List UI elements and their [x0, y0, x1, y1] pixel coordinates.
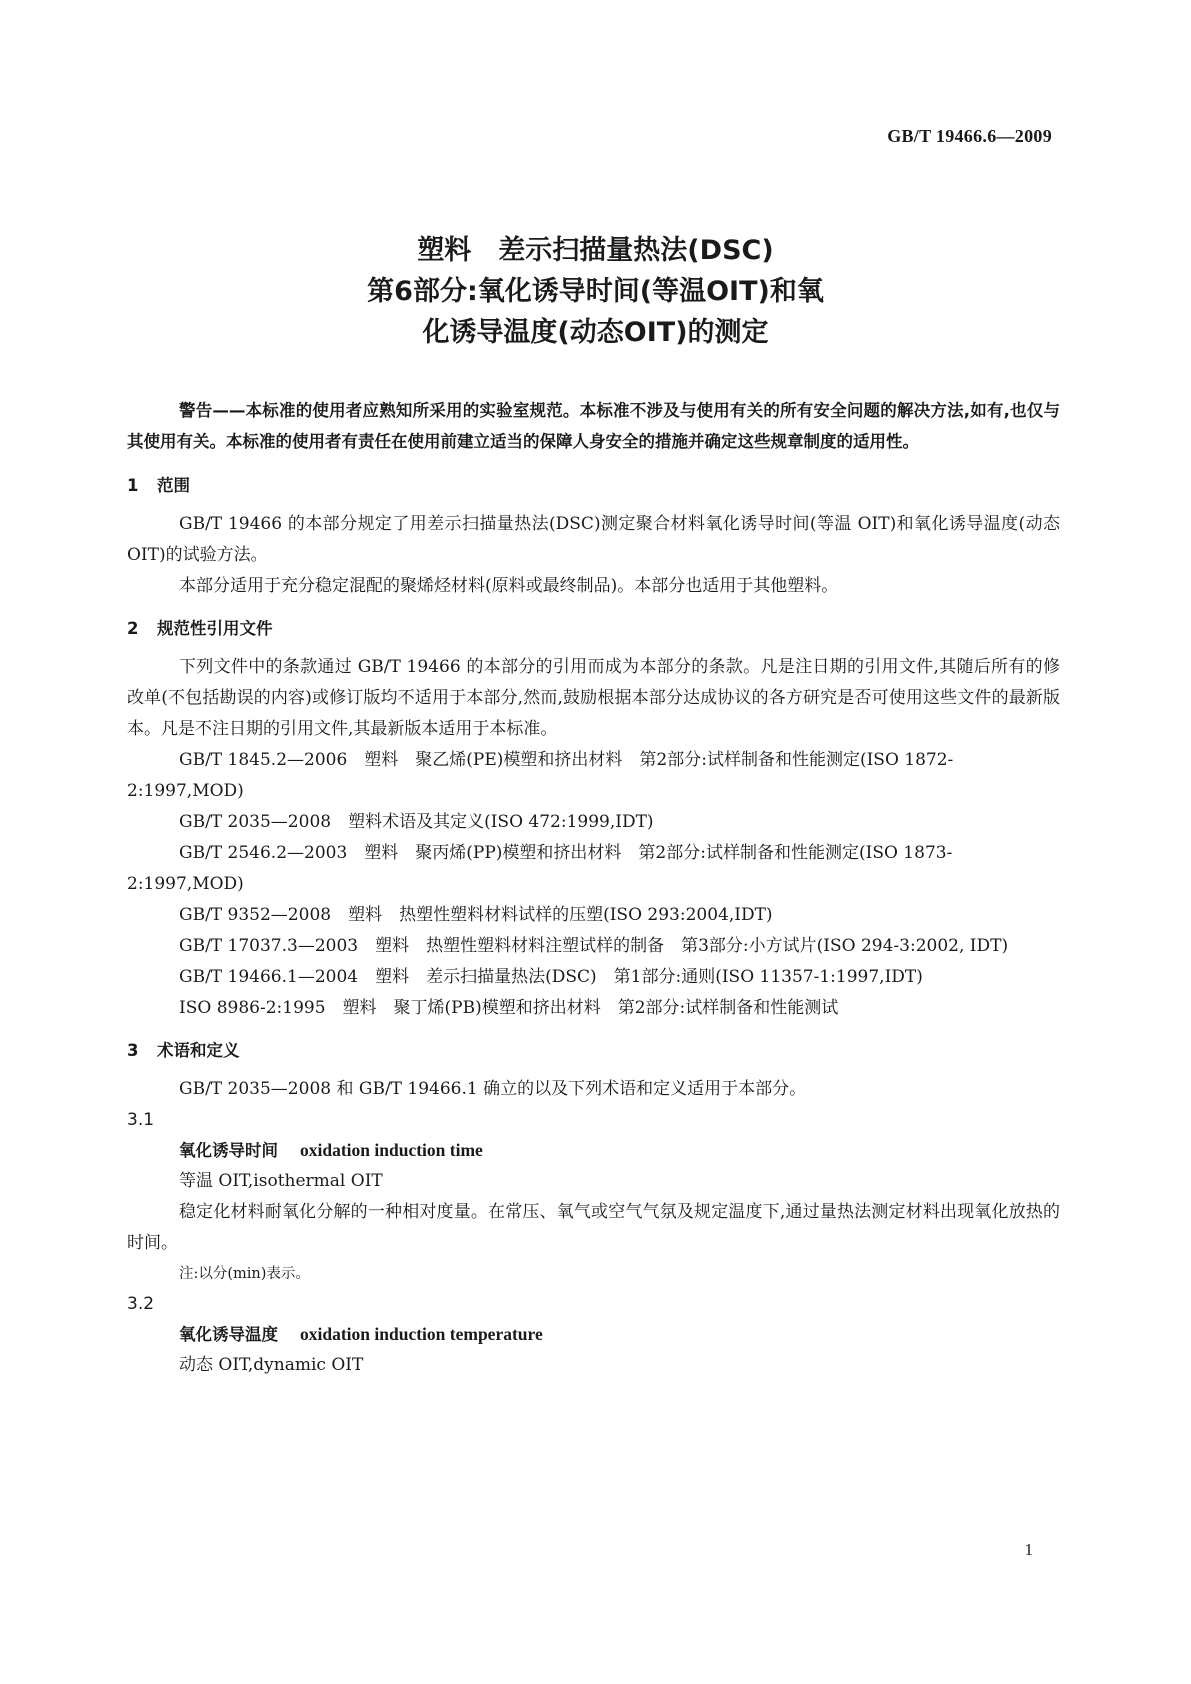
term-entry-3-1 [127, 1135, 1060, 1166]
term-synonym: 等温 OIT,isothermal OIT [179, 1171, 383, 1191]
reference-item: GB/T 9352—2008 塑料 热塑性塑料材料试样的压塑(ISO 293:2004,IDT) [179, 905, 773, 925]
reference-item: GB/T 2035—2008 塑料术语及其定义(ISO 472:1999,IDT) [179, 812, 654, 832]
standard-code: GB/T 19466.6—2009 [887, 126, 1052, 146]
section-title: 范围 [157, 476, 190, 495]
section-title: 术语和定义 [157, 1041, 240, 1060]
term-definition: 稳定化材料耐氧化分解的一种相对度量。在常压、氧气或空气气氛及规定温度下,通过量热法测定材料出现氧化放热的时间。 [127, 1202, 1060, 1253]
clause-number-3-1: 3.1 [127, 1110, 155, 1130]
term-synonym: 动态 OIT,dynamic OIT [179, 1355, 364, 1375]
terms-intro: GB/T 2035—2008 和 GB/T 19466.1 确立的以及下列术语和定义适用于本部分。 [179, 1079, 807, 1099]
document-body [127, 395, 1060, 1381]
reference-item: ISO 8986-2:1995 塑料 聚丁烯(PB)模塑和挤出材料 第2部分:试样制备和性能测试 [179, 998, 839, 1018]
term-en: oxidation induction time [300, 1140, 483, 1160]
references-intro: 下列文件中的条款通过 GB/T 19466 的本部分的引用而成为本部分的条款。凡是注日期的引用文件,其随后所有的修改单(不包括勘误的内容)或修订版均不适用于本部分,然而,鼓励根据本部分达成协议的各方研究是否可使用这些文件的最新版本。凡是不注日期的引用文件,其最新版本适用于本标准。 [127, 657, 1060, 739]
warning-paragraph: 警告——本标准的使用者应熟知所采用的实验室规范。本标准不涉及与使用有关的所有安全问题的解决方法,如有,也仅与其使用有关。本标准的使用者有责任在使用前建立适当的保障人身安全的措施并确定这些规章制度的适用性。 [127, 401, 1060, 451]
term-zh: 氧化诱导温度 [179, 1325, 278, 1344]
document-title [0, 230, 1191, 353]
scope-paragraph-1: GB/T 19466 的本部分规定了用差示扫描量热法(DSC)测定聚合材料氧化诱导时间(等温 OIT)和氧化诱导温度(动态 OIT)的试验方法。 [127, 514, 1060, 565]
section-heading-2 [127, 614, 1060, 644]
title-line-3: 化诱导温度(动态OIT)的测定 [422, 317, 769, 348]
section-number: 3 [127, 1041, 139, 1060]
title-line-2: 第6部分:氧化诱导时间(等温OIT)和氧 [367, 276, 824, 307]
term-en: oxidation induction temperature [300, 1324, 543, 1344]
reference-item: GB/T 2546.2—2003 塑料 聚丙烯(PP)模塑和挤出材料 第2部分:试样制备和性能测定(ISO 1873-2:1997,MOD) [127, 843, 953, 894]
term-note: 注:以分(min)表示。 [179, 1266, 310, 1282]
term-zh: 氧化诱导时间 [179, 1141, 278, 1160]
term-entry-3-2 [127, 1319, 1060, 1350]
reference-item: GB/T 19466.1—2004 塑料 差示扫描量热法(DSC) 第1部分:通则(ISO 11357-1:1997,IDT) [179, 967, 923, 987]
page-number: 1 [1024, 1540, 1033, 1559]
title-line-1: 塑料 差示扫描量热法(DSC) [417, 235, 774, 266]
section-title: 规范性引用文件 [157, 619, 273, 638]
scope-paragraph-2: 本部分适用于充分稳定混配的聚烯烃材料(原料或最终制品)。本部分也适用于其他塑料。 [179, 576, 839, 596]
section-number: 2 [127, 619, 139, 638]
section-number: 1 [127, 476, 139, 495]
section-heading-3 [127, 1036, 1060, 1066]
reference-item: GB/T 1845.2—2006 塑料 聚乙烯(PE)模塑和挤出材料 第2部分:试样制备和性能测定(ISO 1872-2:1997,MOD) [127, 750, 954, 801]
reference-item: GB/T 17037.3—2003 塑料 热塑性塑料材料注塑试样的制备 第3部分:小方试片(ISO 294-3:2002, IDT) [179, 936, 1009, 956]
clause-number-3-2: 3.2 [127, 1294, 155, 1314]
section-heading-1 [127, 471, 1060, 501]
